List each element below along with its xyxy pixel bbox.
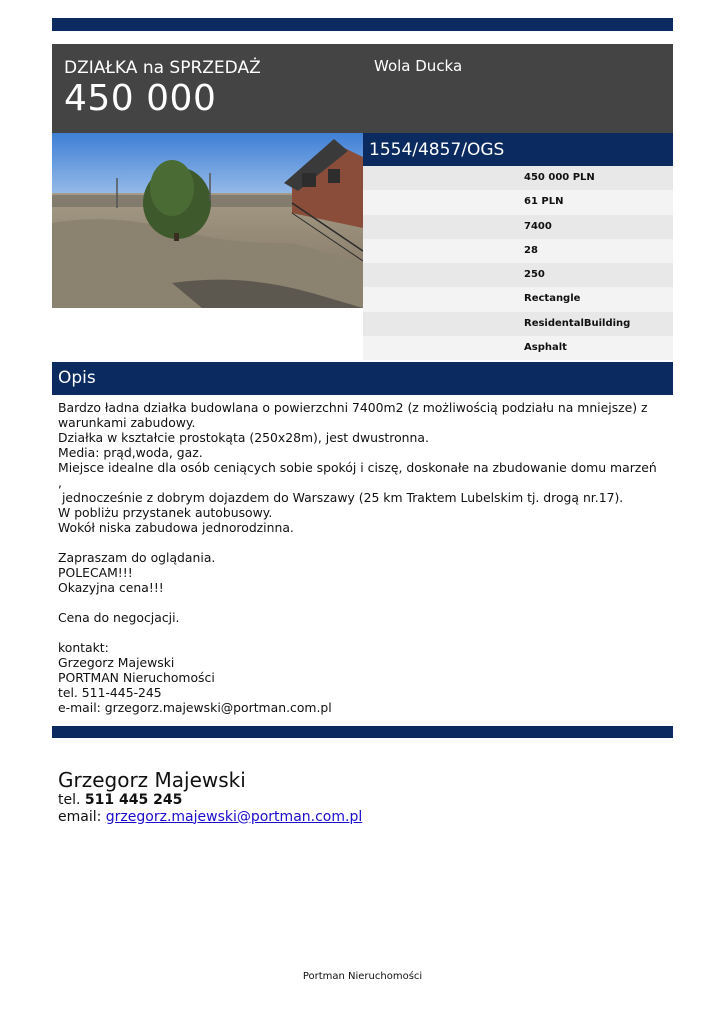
- detail-row-shape: [363, 287, 673, 311]
- agent-email-line: [58, 809, 362, 826]
- detail-value: Rectangle: [524, 293, 581, 305]
- bottom-accent-bar: [52, 726, 673, 738]
- reference-bar: [363, 133, 673, 166]
- description-line: [58, 625, 658, 640]
- detail-value: 7400: [524, 220, 552, 232]
- description-line: Cena do negocjacji.: [58, 610, 180, 625]
- detail-row-width: [363, 239, 673, 263]
- description-line: POLECAM!!!: [58, 565, 133, 580]
- listing-type: DZIAŁKA na SPRZEDAŻ: [64, 58, 261, 78]
- description-line: Wokół niska zabudowa jednorodzinna.: [58, 520, 294, 535]
- description-line: Zapraszam do oglądania.: [58, 550, 216, 565]
- detail-row-access-road: [363, 336, 673, 360]
- footer-company: Portman Nieruchomości: [302, 971, 423, 982]
- description-line: Grzegorz Majewski: [58, 655, 175, 670]
- details-table: [363, 166, 673, 360]
- description-line: Okazyjna cena!!!: [58, 580, 164, 595]
- detail-row-price-per-m2: [363, 190, 673, 214]
- detail-row-price: [363, 166, 673, 190]
- email-label: email:: [58, 808, 102, 825]
- description-line: Miejsce idealne dla osób ceniących sobie spokój i ciszę, doskonałe na zbudowanie domu marzeń ,: [58, 460, 661, 490]
- detail-row-length: [363, 263, 673, 287]
- property-photo: [52, 133, 363, 308]
- listing-reference: 1554/4857/OGS: [369, 140, 505, 160]
- phone-label: tel.: [58, 792, 81, 808]
- agent-name: Grzegorz Majewski: [58, 768, 246, 792]
- agent-phone: 511 445 245: [84, 792, 183, 808]
- detail-value: 28: [524, 244, 538, 256]
- description-section-bar: [52, 362, 673, 395]
- detail-value: ResidentalBuilding: [524, 317, 631, 329]
- description-line: [58, 535, 658, 550]
- detail-row-area: [363, 215, 673, 239]
- description-text: [58, 400, 661, 715]
- description-line: e-mail: grzegorz.majewski@portman.com.pl: [58, 700, 332, 715]
- agent-email-link[interactable]: grzegorz.majewski@portman.com.pl: [105, 808, 363, 825]
- description-line: W pobliżu przystanek autobusowy.: [58, 505, 273, 520]
- agent-phone-line: [58, 792, 362, 809]
- description-line: Media: prąd,woda, gaz.: [58, 445, 203, 460]
- description-line: Działka w kształcie prostokąta (250x28m), jest dwustronna.: [58, 430, 429, 445]
- detail-value: Asphalt: [524, 342, 567, 354]
- description-line: kontakt:: [58, 640, 109, 655]
- description-line: [58, 595, 658, 610]
- listing-location: Wola Ducka: [374, 57, 463, 75]
- description-line: PORTMAN Nieruchomości: [58, 670, 215, 685]
- description-line: warunkami zabudowy.: [58, 415, 196, 430]
- description-line: jednocześnie z dobrym dojazdem do Warszawy (25 km Traktem Lubelskim tj. drogą nr.17).: [58, 490, 624, 505]
- description-line: tel. 511-445-245: [58, 685, 162, 700]
- agent-contact: [58, 768, 362, 825]
- description-line: Bardzo ładna działka budowlana o powierzchni 7400m2 (z możliwością podziału na mniejsze) z: [58, 400, 648, 415]
- listing-header: [52, 44, 673, 133]
- detail-value: 250: [524, 269, 545, 281]
- property-photo-image: [52, 133, 363, 308]
- section-title: Opis: [58, 368, 96, 388]
- detail-value: 61 PLN: [524, 196, 564, 208]
- detail-row-purpose: [363, 312, 673, 336]
- detail-value: 450 000 PLN: [524, 172, 595, 183]
- top-accent-bar: [52, 18, 673, 31]
- listing-price: 450 000: [64, 78, 217, 119]
